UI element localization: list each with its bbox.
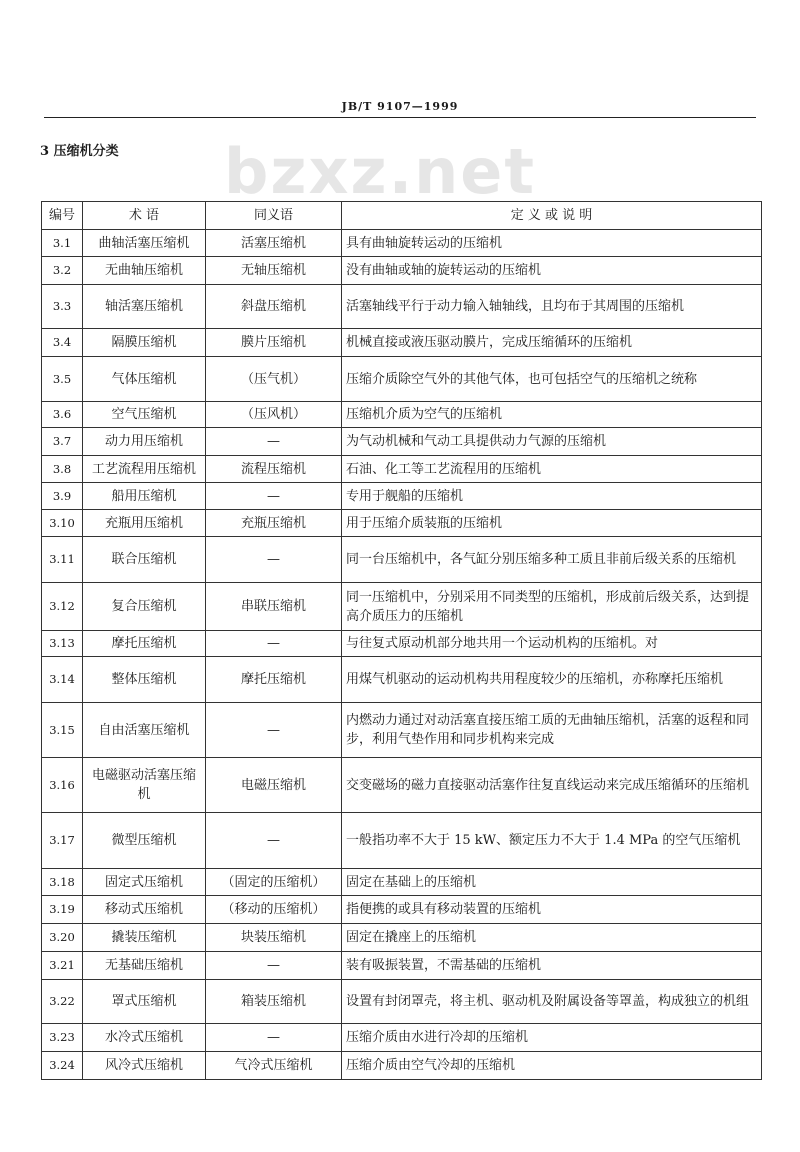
row-synonym: —	[206, 631, 342, 657]
standard-number-header: JB/T 9107—1999	[341, 100, 459, 113]
header-rule	[44, 117, 756, 118]
row-synonym: 块装压缩机	[206, 924, 342, 952]
row-definition: 压缩介质由空气冷却的压缩机	[342, 1052, 762, 1080]
row-definition: 一般指功率不大于 15 kW、额定压力不大于 1.4 MPa 的空气压缩机	[342, 813, 762, 869]
row-definition: 没有曲轴或轴的旋转运动的压缩机	[342, 257, 762, 285]
row-term: 罩式压缩机	[83, 980, 206, 1024]
row-definition: 装有吸振装置，不需基础的压缩机	[342, 952, 762, 980]
col-header-definition: 定 义 或 说 明	[342, 202, 762, 230]
table-row	[42, 510, 762, 537]
row-definition: 压缩介质由水进行冷却的压缩机	[342, 1024, 762, 1052]
row-definition: 固定在撬座上的压缩机	[342, 924, 762, 952]
col-header-synonym: 同义语	[206, 202, 342, 230]
row-synonym: 活塞压缩机	[206, 230, 342, 257]
row-synonym: 膜片压缩机	[206, 329, 342, 357]
table-row	[42, 813, 762, 869]
row-number: 3.18	[42, 869, 83, 896]
row-number: 3.3	[42, 285, 83, 329]
row-number: 3.13	[42, 631, 83, 657]
row-definition: 用于压缩介质装瓶的压缩机	[342, 510, 762, 537]
table-header-row	[42, 202, 762, 230]
row-definition: 与往复式原动机部分地共用一个运动机构的压缩机。对	[342, 631, 762, 657]
row-term: 无曲轴压缩机	[83, 257, 206, 285]
table-row	[42, 285, 762, 329]
row-definition: 为气动机械和气动工具提供动力气源的压缩机	[342, 428, 762, 456]
row-number: 3.19	[42, 896, 83, 924]
table-row	[42, 896, 762, 924]
table-row	[42, 1024, 762, 1052]
table-row	[42, 1052, 762, 1080]
row-definition: 专用于舰船的压缩机	[342, 483, 762, 510]
row-synonym: —	[206, 537, 342, 583]
row-term: 隔膜压缩机	[83, 329, 206, 357]
row-synonym: （压气机）	[206, 357, 342, 402]
table-row	[42, 329, 762, 357]
row-synonym: 摩托压缩机	[206, 657, 342, 703]
row-definition: 用煤气机驱动的运动机构共用程度较少的压缩机，亦称摩托压缩机	[342, 657, 762, 703]
row-number: 3.6	[42, 402, 83, 428]
row-definition: 同一压缩机中，分别采用不同类型的压缩机，形成前后级关系，达到提高介质压力的压缩机	[342, 583, 762, 631]
table-row	[42, 537, 762, 583]
row-definition: 压缩介质除空气外的其他气体，也可包括空气的压缩机之统称	[342, 357, 762, 402]
row-number: 3.12	[42, 583, 83, 631]
row-term: 联合压缩机	[83, 537, 206, 583]
section-title: 3 压缩机分类	[40, 144, 119, 159]
table-row	[42, 357, 762, 402]
row-definition: 内燃动力通过对动活塞直接压缩工质的无曲轴压缩机，活塞的返程和同步，利用气垫作用和同步机构来完成	[342, 703, 762, 758]
row-number: 3.8	[42, 456, 83, 483]
table-row	[42, 483, 762, 510]
row-number: 3.16	[42, 758, 83, 813]
table-row	[42, 657, 762, 703]
row-synonym: （移动的压缩机）	[206, 896, 342, 924]
table-row	[42, 703, 762, 758]
row-number: 3.10	[42, 510, 83, 537]
row-synonym: （压风机）	[206, 402, 342, 428]
row-synonym: 气冷式压缩机	[206, 1052, 342, 1080]
row-synonym: 串联压缩机	[206, 583, 342, 631]
row-synonym: 箱装压缩机	[206, 980, 342, 1024]
row-number: 3.20	[42, 924, 83, 952]
row-term: 曲轴活塞压缩机	[83, 230, 206, 257]
row-synonym: 无轴压缩机	[206, 257, 342, 285]
table-row	[42, 980, 762, 1024]
row-definition: 交变磁场的磁力直接驱动活塞作往复直线运动来完成压缩循环的压缩机	[342, 758, 762, 813]
row-term: 摩托压缩机	[83, 631, 206, 657]
row-term: 自由活塞压缩机	[83, 703, 206, 758]
row-synonym: 电磁压缩机	[206, 758, 342, 813]
row-term: 微型压缩机	[83, 813, 206, 869]
row-synonym: （固定的压缩机）	[206, 869, 342, 896]
row-number: 3.1	[42, 230, 83, 257]
table-row	[42, 758, 762, 813]
row-synonym: 流程压缩机	[206, 456, 342, 483]
row-number: 3.11	[42, 537, 83, 583]
table-row	[42, 631, 762, 657]
row-definition: 设置有封闭罩壳，将主机、驱动机及附属设备等罩盖，构成独立的机组	[342, 980, 762, 1024]
row-term: 整体压缩机	[83, 657, 206, 703]
row-term: 水冷式压缩机	[83, 1024, 206, 1052]
row-synonym: —	[206, 952, 342, 980]
table-row	[42, 230, 762, 257]
row-term: 轴活塞压缩机	[83, 285, 206, 329]
row-number: 3.9	[42, 483, 83, 510]
table-row	[42, 869, 762, 896]
watermark: bzxz.net	[224, 135, 536, 208]
row-number: 3.17	[42, 813, 83, 869]
row-definition: 石油、化工等工艺流程用的压缩机	[342, 456, 762, 483]
row-number: 3.7	[42, 428, 83, 456]
row-synonym: 斜盘压缩机	[206, 285, 342, 329]
row-number: 3.5	[42, 357, 83, 402]
row-term: 动力用压缩机	[83, 428, 206, 456]
row-synonym: 充瓶压缩机	[206, 510, 342, 537]
row-term: 无基础压缩机	[83, 952, 206, 980]
row-term: 充瓶用压缩机	[83, 510, 206, 537]
row-number: 3.4	[42, 329, 83, 357]
row-definition: 压缩机介质为空气的压缩机	[342, 402, 762, 428]
row-number: 3.15	[42, 703, 83, 758]
row-term: 撬装压缩机	[83, 924, 206, 952]
table-row	[42, 456, 762, 483]
table-row	[42, 952, 762, 980]
row-number: 3.22	[42, 980, 83, 1024]
row-synonym: —	[206, 1024, 342, 1052]
row-number: 3.24	[42, 1052, 83, 1080]
row-term: 移动式压缩机	[83, 896, 206, 924]
col-header-number: 编号	[42, 202, 83, 230]
row-number: 3.23	[42, 1024, 83, 1052]
row-synonym: —	[206, 483, 342, 510]
row-term: 气体压缩机	[83, 357, 206, 402]
row-term: 复合压缩机	[83, 583, 206, 631]
row-term: 船用压缩机	[83, 483, 206, 510]
row-number: 3.21	[42, 952, 83, 980]
row-term: 电磁驱动活塞压缩机	[83, 758, 206, 813]
row-synonym: —	[206, 813, 342, 869]
row-synonym: —	[206, 703, 342, 758]
table-row	[42, 257, 762, 285]
col-header-term: 术 语	[83, 202, 206, 230]
row-synonym: —	[206, 428, 342, 456]
row-definition: 活塞轴线平行于动力输入轴轴线，且均布于其周围的压缩机	[342, 285, 762, 329]
table-body	[42, 230, 762, 1080]
row-term: 空气压缩机	[83, 402, 206, 428]
table-row	[42, 583, 762, 631]
row-term: 固定式压缩机	[83, 869, 206, 896]
row-definition: 固定在基础上的压缩机	[342, 869, 762, 896]
table-row	[42, 428, 762, 456]
row-number: 3.2	[42, 257, 83, 285]
row-term: 风冷式压缩机	[83, 1052, 206, 1080]
terms-table	[41, 201, 762, 1080]
row-term: 工艺流程用压缩机	[83, 456, 206, 483]
row-definition: 同一台压缩机中，各气缸分别压缩多种工质且非前后级关系的压缩机	[342, 537, 762, 583]
table-row	[42, 402, 762, 428]
row-definition: 具有曲轴旋转运动的压缩机	[342, 230, 762, 257]
row-definition: 指便携的或具有移动装置的压缩机	[342, 896, 762, 924]
table-row	[42, 924, 762, 952]
row-definition: 机械直接或液压驱动膜片，完成压缩循环的压缩机	[342, 329, 762, 357]
row-number: 3.14	[42, 657, 83, 703]
